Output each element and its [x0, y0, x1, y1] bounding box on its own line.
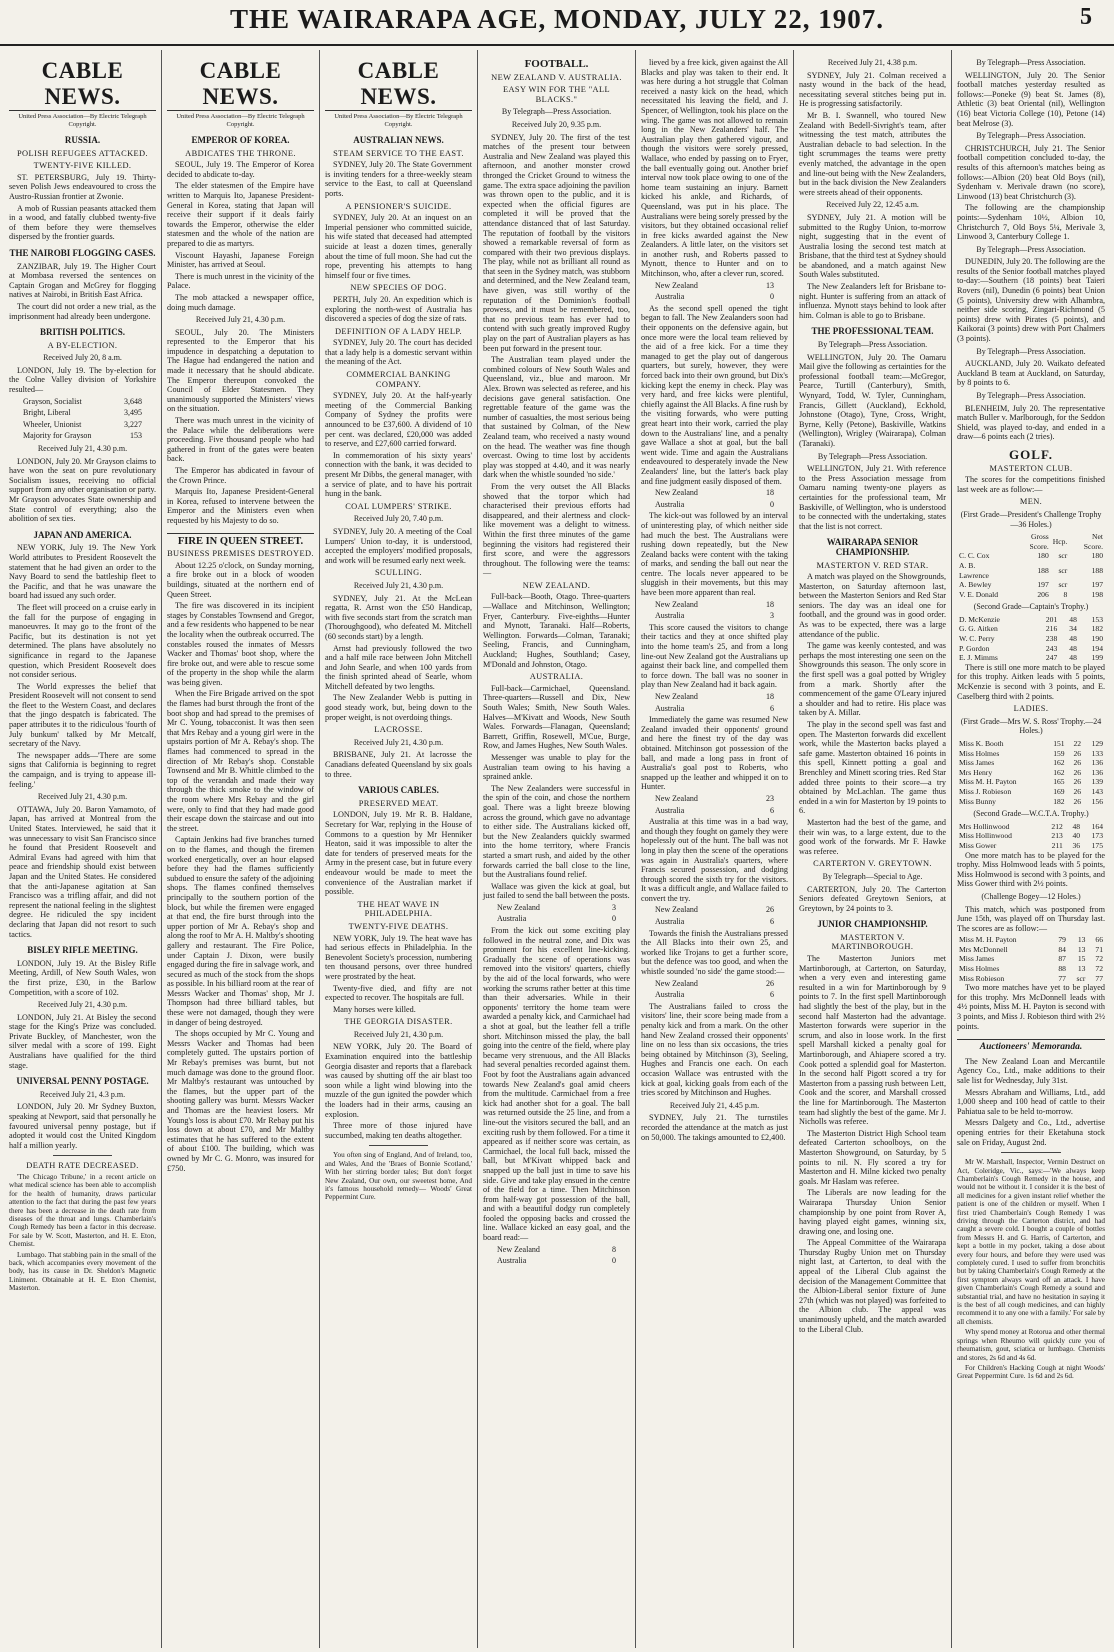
- score-row: Australia 0: [497, 914, 616, 924]
- sub-heading: COAL LUMPERS' STRIKE.: [345, 501, 452, 511]
- article-paragraph: SYDNEY, July 20. A meeting of the Coal Lumpers' Union to-day, it is understood, accepted the employers' modified proposals, and work will be resumed early next week.: [325, 526, 472, 565]
- cable-news-heading: CABLE NEWS.: [325, 58, 472, 111]
- article-paragraph: BRISBANE, July 21. At lacrosse the Canadians defeated Queensland by six goals to three.: [325, 750, 472, 779]
- article-paragraph: AUCKLAND, July 20. Waikato defeated Auckland B team at Auckland, on Saturday, by 8 points to 6.: [957, 359, 1105, 388]
- article-paragraph: Towards the finish the Australians pressed the All Blacks into their own 25, and worked like Trojans to get a further score, but the defence was too good, and when the whistle sounded 'no side' the game stood:—: [641, 928, 788, 977]
- table-row: Miss Bunny 182 26 156: [959, 796, 1103, 806]
- sub-heading: MASTERTON CLUB.: [989, 463, 1073, 473]
- article-paragraph: Messenger was unable to play for the Australian team owing to his having a sprained ankle.: [483, 752, 630, 782]
- result-row: Grayson, Socialist 3,648: [23, 396, 142, 406]
- section-heading: JAPAN AND AMERICA.: [33, 529, 132, 540]
- article-paragraph: The mob attacked a newspaper office, doing much damage.: [167, 292, 314, 312]
- table-row: E. J. Mimms 247 48 199: [959, 653, 1103, 663]
- article-paragraph: As the second spell opened the tight began to fall. The New Zealanders soon had their opponents on the defensive again, but once more were the local team relieved by the aid of a free kick. For a time they managed to get the play out of dangerous quarters, but surely, however, they were forced back into their own ground, but Dix's kicking kept the enemy in check. Play was very hard, and free kicks were plentiful, chiefly against the All Blacks. A fine rush by the visiting forwards, who were putting great heart into their work, carried the play down to the Australians' line, and a penalty gave Wallace a shot at goal, but the ball went wide. Time and again the Australians endeavoured to desperately invade the New Zealanders' line, but the latter's back play and fine judgment easily disposed of them.: [641, 303, 788, 486]
- article-paragraph: There is still one more match to be played for this trophy. Aitken leads with 5 points, McKenzie is second with 3 points, and E. Caselberg third with 2 points.: [957, 662, 1105, 701]
- article-paragraph: DUNEDIN, July 20. The following are the results of the Senior football matches played to-day:—Southern (18 points) beat Taieri Rovers (nil), Dunedin (6 points) beat Union (5 points), University drew with Alhambra, neither side scoring, Zingari-Richmond (5 points) drew with Pirates (5 points), and Kaikorai (3 points) drew with Port Chalmers (3 points).: [957, 257, 1105, 344]
- column-2: [162, 50, 320, 1648]
- article-paragraph: Messrs Dalgety and Co., Ltd., advertise opening entries for their Eketahuna stock sale on Friday, August 2nd.: [957, 1118, 1105, 1147]
- section-heading: BRITISH POLITICS.: [39, 327, 126, 338]
- article-paragraph: SYDNEY, July 21. The turnstiles recorded the attendance at the match as just on 50,000. The takings amounted to £2,400.: [641, 1113, 788, 1142]
- golf-table: [957, 615, 1105, 663]
- received-line: Received July 21, 4.45 p.m.: [669, 1100, 760, 1110]
- table-row: Miss M. H. Payton 165 26 139: [959, 777, 1103, 787]
- received-line: Received July 20, 8 a.m.: [43, 353, 122, 363]
- sub-heading: PRESERVED MEAT.: [358, 798, 439, 808]
- sub-heading: STEAM SERVICE TO THE EAST.: [333, 148, 464, 158]
- sub-heading: COMMERCIAL BANKING COMPANY.: [346, 370, 451, 389]
- table-row: A. Bewley 197 scr 197: [959, 580, 1103, 590]
- article-paragraph: About 12.25 o'clock, on Sunday morning, a fire broke out in a block of wooden buildings, situated at the northern end of Queen Street.: [167, 560, 314, 599]
- article-paragraph: In commemoration of his sixty years' connection with the bank, it was decided to present Mr Dibbs, the general manager, with a service of plate, and to have his portrait hung in the bank.: [325, 450, 472, 499]
- received-line: Received July 21, 4.38 p.m.: [827, 58, 918, 67]
- sub-heading: THE GEORGIA DISASTER.: [344, 1017, 453, 1027]
- received-line: Received July 22, 12.45 a.m.: [826, 200, 919, 210]
- article-paragraph: The Masterton Juniors met Martinborough, at Carterton, on Saturday, when a very even and interesting game resulted in a win for Martinborough by 9 points to 7. In the first spell Martinborough had slightly the best of the play, but in the second half Masterton had the advantage. Masterton forwards were superior in the scrum, and also in loose work. In the first spell Marshall kicked a penalty goal for Martinborough, and Ahiapere scored a try. Cook potted a splendid goal for Masterton. In the second half Pigott scored a try for Masterton from a passing rush between Lett, Cook and the scorer, and Marshall crossed the line for Martinborough. The Masterton team had slightly the best of the game. Mr J. Nicholls was referee.: [799, 954, 946, 1127]
- article-paragraph: Arnst had previously followed the two and a half mile race between John Mitchell and John Searle, and when 100 yards from the finish sprinted ahead of Searle, whom Mitchell defeated by two lengths.: [325, 643, 472, 691]
- advert-text: For Children's Hacking Cough at night Woods' Great Peppermint Cure. 1s 6d and 2s 6d.: [957, 1363, 1105, 1381]
- table-row: D. McKenzie 201 48 153: [959, 614, 1103, 624]
- article-paragraph: WELLINGTON, July 20. The Oamaru Mail give the following as certainties for the professional football team:—McGregor, Pearce, Turtill (Canterbury), Smith, Wynyard, Todd, W. Tyler, Cunningham, Francis, Gillett (Auckland), Eckhold, Johnstone (Otago), Tyne, Cross, Wright, Byrne, Kelly (Petone), Baskiville, Watkins (Wellington), Wrigley (Wairarapa), Colman (Taranaki).: [799, 352, 946, 448]
- sub-heading: LACROSSE.: [374, 725, 423, 735]
- article-paragraph: SYDNEY, July 20. The first of the test matches of the present tour between Australia and New Zealand was played this afternoon, and another monster crowd thronged the Cricket Ground to witness the game. The extra space adjoining the pavilion was thrown open to the public, and it is expected when the official figures are completed it will be proved that the attendance distanced that of last Saturday. The reputation of football by the visitors showed a remarkable reversal of form as compared with their two previous displays. The play, while not as brilliant all round as that seen in the Sydney match, was stubborn and determined, and the New Zealand team, have given, was still worthy of the reputation of the Dominion's football prowess, and it must be remembered, too, that no previous team has ever had to contend with such greatly improved Rugby play on the part of Australian players as has been put forward in the present tour.: [483, 132, 630, 353]
- majority-row: Majority for Grayson 153: [23, 431, 142, 441]
- credit: United Press Association—By Electric Telegraph Copyright.: [334, 113, 463, 128]
- team-list: Full-back—Carmichael, Queensland. Three-quarters—Russell and Dix, New South Wales; Smith, New South Wales. Halves—M'Kivatt and Woods, New South Wales. Forwards—Flanagan, Queensland; Barrett, Griffin, Rosewell, M'Cue, Burge, Row, and James Hughes, New South Wales.: [483, 683, 630, 751]
- article-paragraph: LONDON, July 19. The by-election for the Colne Valley division of Yorkshire resulted—: [9, 365, 156, 395]
- article-paragraph: Australia at this time was in a bad way, and though they fought on gamely they were hopelessly out of the hunt. The ball was not long in play then the scene of the operations was again in Australia's quarters, where Francis secured possession, and dodging through scored the sixth try for the visitors. It was a difficult angle, and Wallace failed to convert the try.: [641, 817, 788, 903]
- article-paragraph: SEOUL, July 19. The Emperor of Korea decided to abdicate to-day.: [167, 160, 314, 179]
- advert-text: Mr W. Marshall, Inspector, Vermin Destruct on Act, Coleridge, Vic., says:—'We always keep Chamberlain's Cough Remedy in the house, and would not be without it. I consider it is the best of all medicines for a given instant relief whether the patient is one of the children or myself. When I first tried Chamberlain's Cough Remedy I was driving through the Carterton district, and had caught a severe cold. I bought a couple of bottles from Messrs H. and G. Harris, of Carterton, and kept a bottle in my pocket, taking a dose about every four hours, and before they were used was completely cured. I used to suffer from bronchitis but by taking Chamberlain's Cough Remedy at the first symptom always ward off an attack. I have given Chamberlain's Cough Remedy a sound and substantial trial, and have no hesitation in saying it is the best of all cough medicines, and can highly recommend it to any one with a family.' For sale by all chemists.: [957, 1158, 1105, 1326]
- section-heading: WAIRARAPA SENIOR CHAMPIONSHIP.: [826, 537, 919, 557]
- section-heading: RUSSIA.: [64, 135, 101, 145]
- article-paragraph: The play in the second spell was fast and open. The Masterton forwards did excellent work, while the Masterton backs played a safe game. Masterton obtained 16 points in this spell, Kinnett potting a goal and Brenchley and Minett scoring tries. Red Star added three points to their score—a try obtained by McLachlan. The game thus ended in a win for Masterton by 19 points to 6.: [799, 720, 946, 816]
- divider: [369, 1145, 428, 1146]
- table-row: Miss James 162 26 136: [959, 758, 1103, 768]
- article-paragraph: OTTAWA, July 20. Baron Yamamoto, of Japan, has arrived at Montreal from the United States. Interviewed, he said that it was unnecessary to visit San Francisco since he found that President Roosevelt and Admiral Evans had agreed with him that peace and friendship should exist between Japan and the United States. He considered that the anti-Japanese agitation at San Francisco was a trifling affair, and did not represent the national feeling in the slightest degree. He ridiculed the spy incident declaring that Japan did not resort to such tactics.: [9, 804, 156, 939]
- column-3: [320, 50, 478, 1648]
- article-paragraph: The following are the championship points:—Sydenham 10½, Albion 10, Christchurch 7, Old Boys 5¼, Merivale 3, Linwood 3, Canterbury College 1.: [957, 203, 1105, 242]
- article-paragraph: Viscount Hayashi, Japanese Foreign Minister, has arrived at Seoul.: [167, 250, 314, 270]
- article-paragraph: ZANZIBAR, July 19. The Higher Court at Mombasa reversed the sentences on Captain Grogan and McGrey for flogging natives at Nairobi, in British East Africa.: [9, 261, 156, 300]
- section-heading: AUSTRALIAN NEWS.: [353, 135, 444, 145]
- article-paragraph: There was much unrest in the vicinity of the Palace while the deliberations were proceeding. Five thousand people who had gathered in front of the gates were beaten back.: [167, 416, 314, 464]
- team-heading: AUSTRALIA.: [529, 672, 584, 682]
- article-paragraph: NEW YORK, July 19. The New York World attributes to President Roosevelt the statement that he had given an order to the Navy Board to send the battleship fleet to the Pacific, and that he was unaware the board had issued any such order.: [9, 543, 156, 601]
- article-paragraph: SYDNEY, July 20. At the half-yearly meeting of the Commercial Banking Company of Sydney the profits were announced to be £37,600. A dividend of 10 per cent. was declared, £20,000 was added to reserve, and £27,600 carried forward.: [325, 391, 472, 449]
- article-paragraph: SYDNEY, July 21. Colman received a nasty wound in the back of the head, necessitating several stitches being put in. He is progressing satisfactorily.: [799, 70, 946, 109]
- article-paragraph: The Emperor has abdicated in favour of the Crown Prince.: [167, 466, 314, 485]
- article-paragraph: CHRISTCHURCH, July 21. The Senior football competition concluded to-day, the results of this afternoon's matches being as follows:—Albion (20) beat Old Boys (nil), Sydenham v. Merivale drawn (no score), Linwood (13) beat Christchurch (3).: [957, 143, 1105, 201]
- received-line: Received July 21, 4.30 p.m.: [353, 737, 444, 747]
- table-row: Miss James 87 15 72: [959, 954, 1103, 964]
- table-row: A. B. Lawrence 188 scr 188: [959, 560, 1103, 580]
- table-row: Miss M. H. Payton 79 13 66: [959, 935, 1103, 945]
- score-row: New Zealand 18: [655, 692, 774, 701]
- article-paragraph: Twenty-five died, and fifty are not expected to recover. The hospitals are full.: [325, 983, 472, 1003]
- divider: [53, 1155, 112, 1156]
- column-4: [478, 50, 636, 1648]
- article-paragraph: The court did not order a new trial, as the imprisonment had already been undergone.: [9, 301, 156, 321]
- sub-heading: POLISH REFUGEES ATTACKED.: [16, 148, 148, 158]
- article-paragraph: Wallace was given the kick at goal, but just failed to send the ball between the posts.: [483, 881, 630, 901]
- article-paragraph: Masterton had the best of the game, and their win was, to a large extent, due to the good work of the forwards. Mr F. Hawke was referee.: [799, 817, 946, 856]
- table-row: P. Gordon 243 48 194: [959, 643, 1103, 653]
- sub-heading: ABDICATES THE THRONE.: [185, 148, 296, 158]
- advert-text: Lumbago. That stabbing pain in the small of the back, which accompanies every movement of the body, has its cause in Dr. Sheldon's Magnetic Liniment. Obtainable at H. E. Eton Chemist, Masterton.: [9, 1250, 156, 1293]
- article-paragraph: The kick-out was followed by an interval of uninteresting play, of which neither side had much the best. The Australians were rushing down repeatedly, but the New Zealand backs were content with the taking of marks, and sending the ball out near the centre. The locals never appeared to be sluggish in their movements, but this may have been more apparent than real.: [641, 511, 788, 598]
- sub-heading: CARTERTON V. GREYTOWN.: [813, 859, 932, 869]
- sub-heading: MASTERTON V. RED STAR.: [816, 560, 929, 570]
- article-paragraph: Captain Jenkins had five branches turned on to the flames, and though the firemen worked energetically, over an hour elapsed before they had the flames sufficiently subdued to ensure the safety of the adjoining shops. The flames confined themselves principally to the southern portion of the block, but while the firemen were engaged at that end, the fire burst through into the upper portion of Mr A. Rebay's shop and along the roof to Mr A. H. Maltby's shooting gallery and restaurant. The Fire Police, under Captain J. Dixon, were busily engaged during the fire in salvage work, and secured as much of the stock from the shops as possible. In his billiard room at the rear of Messrs Wacker and Thomas' shop, Mr J. Thompson had three billiard tables, but these were not damaged, though they were in danger of being destroyed.: [167, 835, 314, 1027]
- article-paragraph: SYDNEY, July 20. The State Government is inviting tenders for a three-weekly steam service to the East, to call at Queensland ports.: [325, 160, 472, 198]
- sub-heading: EASY WIN FOR THE "ALL BLACKS.": [502, 85, 611, 104]
- column-5: [636, 50, 794, 1648]
- score-row: Australia 6: [655, 703, 774, 713]
- article-paragraph: A mob of Russian peasants attacked them in a wood, and fatally clubbed twenty-five of them before they were themselves dispersed by the frontier guards.: [9, 203, 156, 242]
- article-paragraph: The game was keenly contested, and was perhaps the most interesting one seen on the Showgrounds this season. The only score in the first spell was a goal potted by Wrigley from a mark. Shortly after the commencement of the game O'Leary injured a shoulder and had to retire. His place was taken by A. Millar.: [799, 641, 946, 718]
- article-paragraph: Many horses were killed.: [333, 1004, 416, 1014]
- article-paragraph: PERTH, July 20. An expedition which is exploring the north-west of Australia has discovered a species of dog the size of rats.: [325, 294, 472, 324]
- column-6: [794, 50, 952, 1648]
- received-line: Received July 21, 4.30 p.m.: [353, 1029, 444, 1039]
- article-paragraph: This score caused the visitors to change their tactics and they at once shifted play into the home team's 25, and from a long line-out New Zealand got the Australians up against their back line, and compelled them to force down. The ball was no sooner in play than New Zealand had it back again.: [641, 622, 788, 690]
- article-paragraph: The New Zealanders left for Brisbane to-night. Hunter is suffering from an attack of influenza. Mynott stays behind to look after him. Colman is able to go to Brisbane.: [799, 282, 946, 320]
- team-heading: NEW ZEALAND.: [522, 580, 591, 590]
- article-paragraph: CARTERTON, July 20. The Carterton Seniors defeated Greytown Seniors, at Greytown, by 24 points to 3.: [799, 884, 946, 913]
- article-paragraph: Two more matches have yet to be played for this trophy. Mrs McDonnell leads with 4½ points, Miss M. H. Payton is second with 3 points, and Miss J. Robieson third with 2½ points.: [957, 983, 1105, 1031]
- table-row: Miss J. Robieson 169 26 143: [959, 786, 1103, 796]
- team-list: Full-back—Booth, Otago. Three-quarters—Wallace and Mitchinson, Wellington; Fryer, Canterbury. Five-eighths—Hunter and Mynott, Taranaki. Half—Roberts, Wellington. Forwards—Colman, Taranaki; Seeling, Francis, and Cunningham, Auckland; Hughes, Southland; Casey, M'Donald and Johnston, Otago.: [483, 592, 630, 669]
- article-paragraph: LONDON, July 19. Mr R. B. Haldane, Secretary for War, replying in the House of Commons to a question by Mr Henniker Heaton, said it was impossible to alter the date for tenders of preserved meats for the Army in the present case, but in future every endeavour would be made to meet the convenience of the Australian market if possible.: [325, 810, 472, 897]
- score-row: New Zealand 23: [655, 793, 774, 803]
- trophy-line: (First Grade—President's Challenge Trophy—36 Holes.): [960, 509, 1102, 529]
- article-paragraph: The elder statesmen of the Empire have written to Marquis Ito, Japanese President-General in Korea, stating that Japan will receive their support if it deals fairly towards the Emperor, otherwise the elder statesmen and the whole of the nation are prepared to die as martyrs.: [167, 181, 314, 248]
- credit: By Telegraph—Press Association.: [976, 244, 1086, 254]
- credit: By Telegraph—Press Association.: [817, 451, 928, 461]
- advert-text: 'The Chicago Tribune,' in a recent article on what medical science has been able to accomplish for the health of humanity, draws particular attention to the fact that during the past few years there has been a decrease in the death rate from diseases of the throat and lungs. Chamberlain's Cough Remedy has been a factor in this decrease. For sale by W. Scott, Masterton, and H. E. Eton, Chemist.: [9, 1173, 156, 1249]
- score-row: New Zealand 18: [655, 599, 774, 609]
- score-row: New Zealand 3: [497, 902, 616, 912]
- article-paragraph: The New Zealand Loan and Mercantile Agency Co., Ltd., make additions to their sale list for Wednesday, July 31st.: [957, 1056, 1105, 1085]
- golf-heading: GOLF.: [1009, 446, 1053, 462]
- article-paragraph: The shops occupied by Mr C. Young and Messrs Wacker and Thomas had been completely gutted. The upstairs portion of Mr Rebay's premises was burnt, but not much damage was done to the ground floor. Mr Maltby's restaurant was untouched by the flames, but the upper part of the shooting gallery was burnt. Messrs Wacker and Thomas are the heaviest losers. Mr Young's loss is about £70. Mr Rebay put his loss down at about £70, and Mr Maltby estimates that he has suffered to the extent of about £100. The building, which was owned by Mr C. G. Monro, was insured for £750.: [167, 1029, 314, 1173]
- columns: [4, 50, 1110, 1648]
- score-row: New Zealand 13: [655, 280, 774, 290]
- article-paragraph: ST. PETERSBURG, July 19. Thirty-seven Polish Jews endeavoured to cross the Austro-Russian frontier at Zwonie.: [9, 172, 156, 201]
- article-paragraph: Immediately the game was resumed New Zealand invaded their opponents' ground and here the finest try of the day was obtained. Mitchinson got possession of the ball, and made a long pass in front of Australia's goal post to Roberts, who snapped up the leather and whipped it on to Hunter.: [641, 715, 788, 792]
- article-paragraph: SYDNEY, July 20. The court has decided that a lady help is a domestic servant within the meaning of the Act.: [325, 338, 472, 367]
- section-heading: THE PROFESSIONAL TEAM.: [811, 326, 934, 337]
- credit: By Telegraph—Press Association.: [976, 346, 1086, 356]
- table-row: Miss Gower 211 36 175: [959, 840, 1103, 850]
- trophy-line: (First Grade—Mrs W. S. Ross' Trophy.—24 Holes.): [960, 716, 1102, 736]
- advert-text: You often sing of England, And of Ireland, too, and Wales, And the 'Braes of Bonnie Scotland,' With her stirring border tales; But don't forget New Zealand, Our own, our sweetest home, And it's famous household remedy— Woods' Great Peppermint Cure.: [325, 1151, 472, 1202]
- article-paragraph: The World expresses the belief that President Roosevelt will not consent to send the fleet to the Western Coast, and declares that the jingo despatch is fabricated. The paper attributes it to the ridiculous 'fourth of July bunkum' talked by Mr Metcalf, secretary of the Navy.: [9, 681, 156, 749]
- article-paragraph: The New Zealanders were successful in the spin of the coin, and chose the northern goal. There was a light breeze blowing across the ground, which gave no advantage to either side. The Australians kicked off, but the New Zealanders quickly swarmed into the home territory, where Francis started a smart rush, and aided by the other forwards carried the ball close to the line, but the Australians found relief.: [483, 783, 630, 880]
- golf-table: [957, 739, 1105, 806]
- table-row: Miss K. Booth 151 22 129: [959, 739, 1103, 748]
- sub-heading: BUSINESS PREMISES DESTROYED.: [167, 549, 314, 559]
- cable-news-heading: CABLE NEWS.: [9, 58, 156, 111]
- table-row: W. C. Perry 238 48 190: [959, 634, 1103, 644]
- article-paragraph: When the Fire Brigade arrived on the spot the flames had burst through the front of the boot shop and had spread to the premises of Mr C. Young, tobacconist. It was then seen that Mrs Rebay and a young girl were in the upstairs portion of Mr A. Rebay's shop. The flames had commenced to spread in the direction of Mr Rebay's shop. Constable Townsend and Mr B. Whittle climbed to the top of the verandah and made their way through the thick smoke to the window of the room where Mrs Rebay and the girl were, only to find that they had made good their escape down the staircase and out into the street.: [167, 689, 314, 833]
- masthead: [0, 0, 1114, 46]
- sub-heading: MASTERTON V. MARTINBOROUGH.: [831, 932, 914, 952]
- article-paragraph: LONDON, July 21. At Bisley the second stage for the King's Prize was concluded. Private Buckley, of Manchester, won the silver medal with a score of 199. Eight Australians have qualified for the third stage.: [9, 1012, 156, 1070]
- article-paragraph: From the very outset the All Blacks showed that the torpor which had characterised their previous efforts had disappeared, and their alertness and clock-like movement was a delight to witness. Within the first three minutes of the game beginning the visitors had registered their first score, and were the aggressors throughout. The following were the teams:—: [483, 481, 630, 578]
- score-row: Australia 6: [655, 990, 774, 1000]
- credit: By Telegraph—Press Association.: [976, 58, 1086, 67]
- section-heading: FOOTBALL.: [524, 58, 589, 70]
- article-paragraph: NEW YORK, July 19. The heat wave has had serious effects in Philadelphia. In the Benevolent Society's procession, numbering ten thousand persons, over three hundred were prostrated by the heat.: [325, 933, 472, 981]
- section-heading: EMPEROR OF KOREA.: [191, 135, 290, 145]
- article-paragraph: The fire was discovered in its incipient stages by Constables Townsend and Gregor, and a few residents who happened to be near the locality when the outbreak occurred. The constables roused the inmates of Messrs Wacker and Thomas' boot shop, where the fire broke out, and were able to rescue some of the property in the shop while the alarm was being given.: [167, 601, 314, 687]
- article-paragraph: The newspaper adds—'There are some signs that California is beginning to regret the campaign, and is trying to appease ill-feeling.': [9, 750, 156, 789]
- table-row: C. C. Cox 180 scr 180: [959, 551, 1103, 561]
- credit: By Telegraph—Press Association.: [976, 131, 1086, 141]
- divider: [1001, 1152, 1060, 1153]
- article-paragraph: The Liberals are now leading for the Wairarapa Thursday Union Senior championship by one point from Rover A, having played eight games, winning six, drawing one, and losing one.: [799, 1188, 946, 1236]
- sub-heading: SCULLING.: [374, 568, 423, 578]
- article-paragraph: The New Zealander Webb is putting in good steady work, but, being down to the proper weight, is not overdoing things.: [325, 693, 472, 722]
- score-row: Australia 3: [655, 611, 774, 621]
- article-paragraph: One more match has to be played for the trophy. Miss Holmwood leads with 5 points, Miss Holmwood is second with 3 points, and Miss Gower third with 2½ points.: [957, 850, 1105, 889]
- article-paragraph: LONDON, July 20. Mr Grayson claims to have won the seat on pure revolutionary Socialism issues, receiving no official support from any other organisation or party. Mr Grayson advocates State ownership and State control of everything; also the abolition of sex ties.: [9, 456, 156, 524]
- article-paragraph: This match, which was postponed from June 15th, was played off on Thursday last. The scores are as follow:—: [957, 904, 1105, 933]
- table-row: Miss Hollinwood 213 40 173: [959, 831, 1103, 841]
- article-paragraph: LONDON, July 20. Mr Sydney Buxton, speaking at Newport, said that personally he favoured universal penny postage, but if adopted it would cost the United Kingdom half a million yearly.: [9, 1102, 156, 1150]
- article-paragraph: SYDNEY, July 20. At an inquest on an Imperial pensioner who committed suicide, his wife stated that deceased had attempted suicide at least a dozen times, generally about the time of full moon. She had cut the rope, preventing his attempts to hang himself four or five times.: [325, 213, 472, 280]
- sub-heading: DEFINITION OF A LADY HELP.: [334, 326, 463, 336]
- received-line: Received July 21, 4.3 p.m.: [39, 1089, 126, 1099]
- table-row: V. E. Donald 206 8 198: [959, 589, 1103, 599]
- credit: By Telegraph—Press Association.: [817, 340, 928, 350]
- table-row: Miss Holmes 159 26 133: [959, 748, 1103, 758]
- article-paragraph: BLENHEIM, July 20. The representative match Buller v. Marlborough, for the Seddon Shield, was played to-day, and ended in a draw—6 points each (2 tries).: [957, 403, 1105, 442]
- score-row: New Zealand 26: [655, 905, 774, 915]
- advert-text: Why spend money at Rotorua and other thermal springs when Rheumo will quickly cure you of rheumatism, gout, sciatica or lumbago. Chemists and stores, 2s 6d and 4s 6d.: [957, 1328, 1105, 1362]
- received-line: Received July 21, 4.30 p.m.: [37, 792, 128, 802]
- trophy-line: (Challenge Bogey—12 Holes.): [981, 891, 1081, 901]
- article-paragraph: lieved by a free kick, given against the All Blacks and play was taken to their end. It was here during a hot struggle that Colman received a nasty kick on the head, which necessitated his leaving the field, and J. Spencer, of Wellington, took his place on the wing. The game was not allowed to remain long in the New Zealanders' half. The Australian play then gathered vigour, and though the visitors were sorely pressed, Wallace, who ended by passing on to Fryer, the ball eventually going out. Another brief interval now took place owing to one of the home team sustaining an injury. Barnett kicked his ankle, and Richards, of Queensland, was put in his place. The Australians were being sorely pressed by the visitors, but they obtained occasional relief in free kicks awarded against the New Zealanders. A little later, on the visitors set in another rush, and Roberts passed to Mynott, thence to Hunter and on to Mitchinson, who, after a clever run, scored.: [641, 58, 788, 279]
- received-line: Received July 21, 4.30 p.m.: [37, 444, 128, 454]
- result-row: Wheeler, Unionist 3,227: [23, 419, 142, 429]
- score-row: New Zealand 26: [655, 978, 774, 988]
- table-row: Mrs McDonnell 84 13 71: [959, 944, 1103, 954]
- section-heading: FIRE IN QUEEN STREET.: [167, 533, 314, 547]
- article-paragraph: Three more of those injured have succumbed, making ten deaths altogether.: [325, 1121, 472, 1140]
- table-row: Mrs Hollinwood 212 48 164: [959, 821, 1103, 831]
- cable-news-heading: CABLE NEWS.: [167, 58, 314, 111]
- trophy-line: (Second Grade—Captain's Trophy.): [973, 602, 1089, 612]
- article-paragraph: Mr B. I. Swannell, who toured New Zealand with Bedell-Sivright's team, after witnessing the test match, attributes the Australian debacle to bad selection. In the tight scrummages the teams were pretty evenly matched, the advantage in the open and line-out being with the New Zealanders, but in the back division the New Zealanders were streets ahead of their opponents.: [799, 110, 946, 197]
- article-paragraph: NEW YORK, July 20. The Board of Examination enquired into the battleship Georgia disaster and reports that a flareback was caused by shutting off the air blast too soon while a light wind blowing into the muzzle of the gun ignited the powder which the loaders had in their arms, causing an explosion.: [325, 1042, 472, 1119]
- article-paragraph: A match was played on the Showgrounds, Masterton, on Saturday afternoon last, between the Masterton Seniors and Red Star seniors. The day was an ideal one for football, and the ground was in good order. As was to be expected, there was a large attendance of the public.: [799, 572, 946, 639]
- article-paragraph: SEOUL, July 20. The Ministers represented to the Emperor that his impudence in despatching a deputation to The Hague had endangered the nation and made it necessary that he should abdicate. The Emperor thereupon convoked the Council of Elder Statesmen. They unanimously supported the Ministers' views on the situation.: [167, 327, 314, 414]
- section-heading: BISLEY RIFLE MEETING.: [27, 945, 138, 956]
- score-row: New Zealand 18: [655, 488, 774, 498]
- article-paragraph: WELLINGTON, July 21. With reference to the Press Association message from Oamaru naming twenty-one players as certainties for the professional team, Mr Baskiville, of Wellington, who is understood to be connected with the undertaking, states that the list is not correct.: [799, 464, 946, 531]
- golf-table: [957, 822, 1105, 851]
- credit: By Telegraph—Press Association.: [501, 107, 612, 117]
- section-heading: THE NAIROBI FLOGGING CASES.: [9, 247, 156, 258]
- article-paragraph: WELLINGTON, July 20. The Senior football matches yesterday resulted as follows:—Poneke (9) beat St. James (8), Athletic (3) beat Oriental (nil), Wellington (16) beat Victoria College (10), Petone (14) beat Melrose (3).: [957, 70, 1105, 128]
- article-paragraph: The Australians failed to cross the visitors' line, their score being made from a penalty kick and from a mark. On the other hand New Zealand crossed their opponents' line on no less than six occasions, the tries being obtained by Mitchinson (3), Seeling, Hughes and Francis one each. On each occasion Wallace was entrusted with the kick at goal, kicking goals from each of the tries scored by Mitchinson and Hughes.: [641, 1001, 788, 1098]
- score-row: Australia 0: [497, 1256, 616, 1266]
- golf-table: [957, 935, 1105, 983]
- article-paragraph: The fleet will proceed on a cruise early in the fall for the purpose of engaging in manoeuvres. It may go to the front of the Pacific, but its destination is not yet determined. The plans have absolutely no significance in regard to the Japanese question, which President Roosevelt does not consider serious.: [9, 602, 156, 680]
- credit: United Press Association—By Electric Telegraph Copyright.: [18, 113, 147, 128]
- sub-heading: THE HEAT WAVE IN PHILADELPHIA.: [357, 899, 440, 919]
- article-paragraph: There is much unrest in the vicinity of the Palace.: [167, 271, 314, 291]
- sub-heading: NEW ZEALAND V. AUSTRALIA.: [491, 72, 622, 82]
- advert-title: DEATH RATE DECREASED.: [26, 1161, 139, 1171]
- score-row: Australia 6: [655, 917, 774, 927]
- page-number: 5: [1080, 4, 1092, 30]
- sub-heading: MEN.: [1019, 497, 1043, 507]
- sub-heading: LADIES.: [1013, 704, 1049, 714]
- received-line: Received July 21, 4.30 p.m.: [353, 580, 444, 590]
- sub-heading: TWENTY-FIVE KILLED.: [33, 161, 132, 171]
- received-line: Received July 20, 7.40 p.m.: [353, 514, 444, 524]
- credit: By Telegraph—Special to Age.: [822, 871, 923, 881]
- sub-heading: A PENSIONER'S SUICIDE.: [345, 201, 452, 211]
- auctioneers-heading: Auctioneers' Memoranda.: [957, 1039, 1105, 1053]
- article-paragraph: The Australian team played under the combined colours of New South Wales and Queensland, viz., blue and maroon. Mr Alex. Brown was selected as referee, and his decisions gave general satisfaction. One regrettable feature of the game was the number of casualties, the most serious being that sustained by Colman, of the New Zealand team, who received a nasty wound on the head. The weather was fine though overcast. Owing to time lost by accidents play was stopped at 4.40, and it was nearly dark when the whistle sounded 'no side.': [483, 355, 630, 480]
- article-paragraph: Marquis Ito, Japanese President-General in Korea, refused to intervene between the Emperor and the Ministers even when requested by his Majesty to do so.: [167, 487, 314, 525]
- credit: United Press Association—By Electric Telegraph Copyright.: [176, 113, 305, 128]
- article-paragraph: Messrs Abraham and Williams, Ltd., add 1,000 sheep and 100 head of cattle to their Pahiatua sale to be held to-morrow.: [957, 1087, 1105, 1116]
- credit: By Telegraph—Press Association.: [976, 391, 1086, 400]
- score-row: Australia 0: [655, 499, 774, 509]
- masthead-title: THE WAIRARAPA AGE, MONDAY, JULY 22, 1907.: [229, 4, 885, 34]
- score-row: Australia 6: [655, 805, 774, 815]
- received-line: Received July 21, 4.30 p.m.: [37, 1000, 128, 1010]
- column-1: [4, 50, 162, 1648]
- result-row: Bright, Liberal 3,495: [23, 408, 142, 418]
- received-line: Received July 20, 9.35 p.m.: [511, 119, 602, 129]
- section-heading: JUNIOR CHAMPIONSHIP.: [817, 919, 928, 930]
- article-paragraph: LONDON, July 19. At the Bisley Rifle Meeting, Ardill, of New South Wales, won the first prize, £30, in the Barlow Competition, with a score of 102.: [9, 958, 156, 997]
- article-paragraph: The Masterton District High School team defeated Carterton schoolboys, on the Masterton Showground, on Saturday, by 5 points to nil. N. Fly scored a try for Masterton and H. Milne kicked two penalty goals. Mr Haslam was referee.: [799, 1128, 946, 1186]
- article-paragraph: SYDNEY, July 21. At the McLean regatta, R. Arnst won the £50 Handicap, with five seconds start from the scratch man (Thoroughgood), who defeated M. Mitchell (60 seconds start) by a length.: [325, 593, 472, 641]
- article-paragraph: From the kick out some exciting play followed in the neutral zone, and Dix was prominent for his excellent line-kicking. Gradually the scene of operations was removed into the visitors' quarters, chiefly by the aid of the local forwards, who were working the scrums rather better at this time than their adversaries. While in their opponents' territory the home team were awarded a penalty kick, and Carmichael had a shot at goal, but the leather fell a trifle short. Mitchinson missed the play, the ball going into the centre of the field, where play became very strenuous, and the All Blacks had several penalties recorded against them. Foot by foot the Australians again advanced towards New Zealand's goal amid cheers from the multitude. Carmichael from a free kick had another shot for a goal. The ball was returned outside the 25 line, and from a line-out the visitors secured the ball, and an exciting rush by them followed. For a time it appeared as if neither score was certain, as Carmichael, the local full back, missed the ball, but M'Kivatt whipped back and snapped up the ball just in time to save his side. Give and take play ensued in the centre of the field for a time. Then Mitchinson from half-way got possession of the ball, and with a beautiful dodgy run completely fooled the opposing backs and crossed the line. Wallace kicked an easy goal, and the board read:—: [483, 926, 630, 1243]
- received-line: Received July 21, 4.30 p.m.: [195, 315, 286, 325]
- article-paragraph: The Appeal Committee of the Wairarapa Thursday Rugby Union met on Thursday night last, at Carterton, to deal with the appeal of the Liberal Club against the decision of the Management Committee that the Albion-Liberal senior fixture of June 27th (which was not played) was forfeited to the Albion club. The appeal was unanimously upheld, and the match awarded to the Liberal Club.: [799, 1238, 946, 1334]
- sub-heading: A BY-ELECTION.: [47, 340, 118, 350]
- table-row: Miss Robieson 77 scr 77: [959, 973, 1103, 983]
- golf-table: [957, 532, 1105, 599]
- table-row: Mrs Henry 162 26 136: [959, 767, 1103, 777]
- section-heading: VARIOUS CABLES.: [358, 785, 439, 796]
- article-paragraph: SYDNEY, July 21. A motion will be submitted to the Rugby Union, to-morrow night, suggesting that in the event of Australia losing the second test match at Brisbane, that the third test at Sydney should be abandoned, and a match against New South Wales substituted.: [799, 212, 946, 280]
- table-header: Gross Score. Hcp. Net Score.: [1029, 532, 1103, 551]
- score-row: Australia 0: [655, 292, 774, 302]
- section-heading: UNIVERSAL PENNY POSTAGE.: [16, 1076, 149, 1087]
- score-row: New Zealand 8: [497, 1244, 616, 1254]
- column-7: [952, 50, 1110, 1648]
- sub-heading: NEW SPECIES OF DOG.: [350, 283, 447, 293]
- table-row: Miss Holmes 88 13 72: [959, 964, 1103, 974]
- sub-heading: TWENTY-FIVE DEATHS.: [348, 921, 449, 931]
- trophy-line: (Second Grade—W.C.T.A. Trophy.): [973, 809, 1089, 819]
- article-paragraph: The scores for the competitions finished last week are as follow:—: [957, 475, 1105, 494]
- table-row: G. G. Aitken 216 34 182: [959, 624, 1103, 634]
